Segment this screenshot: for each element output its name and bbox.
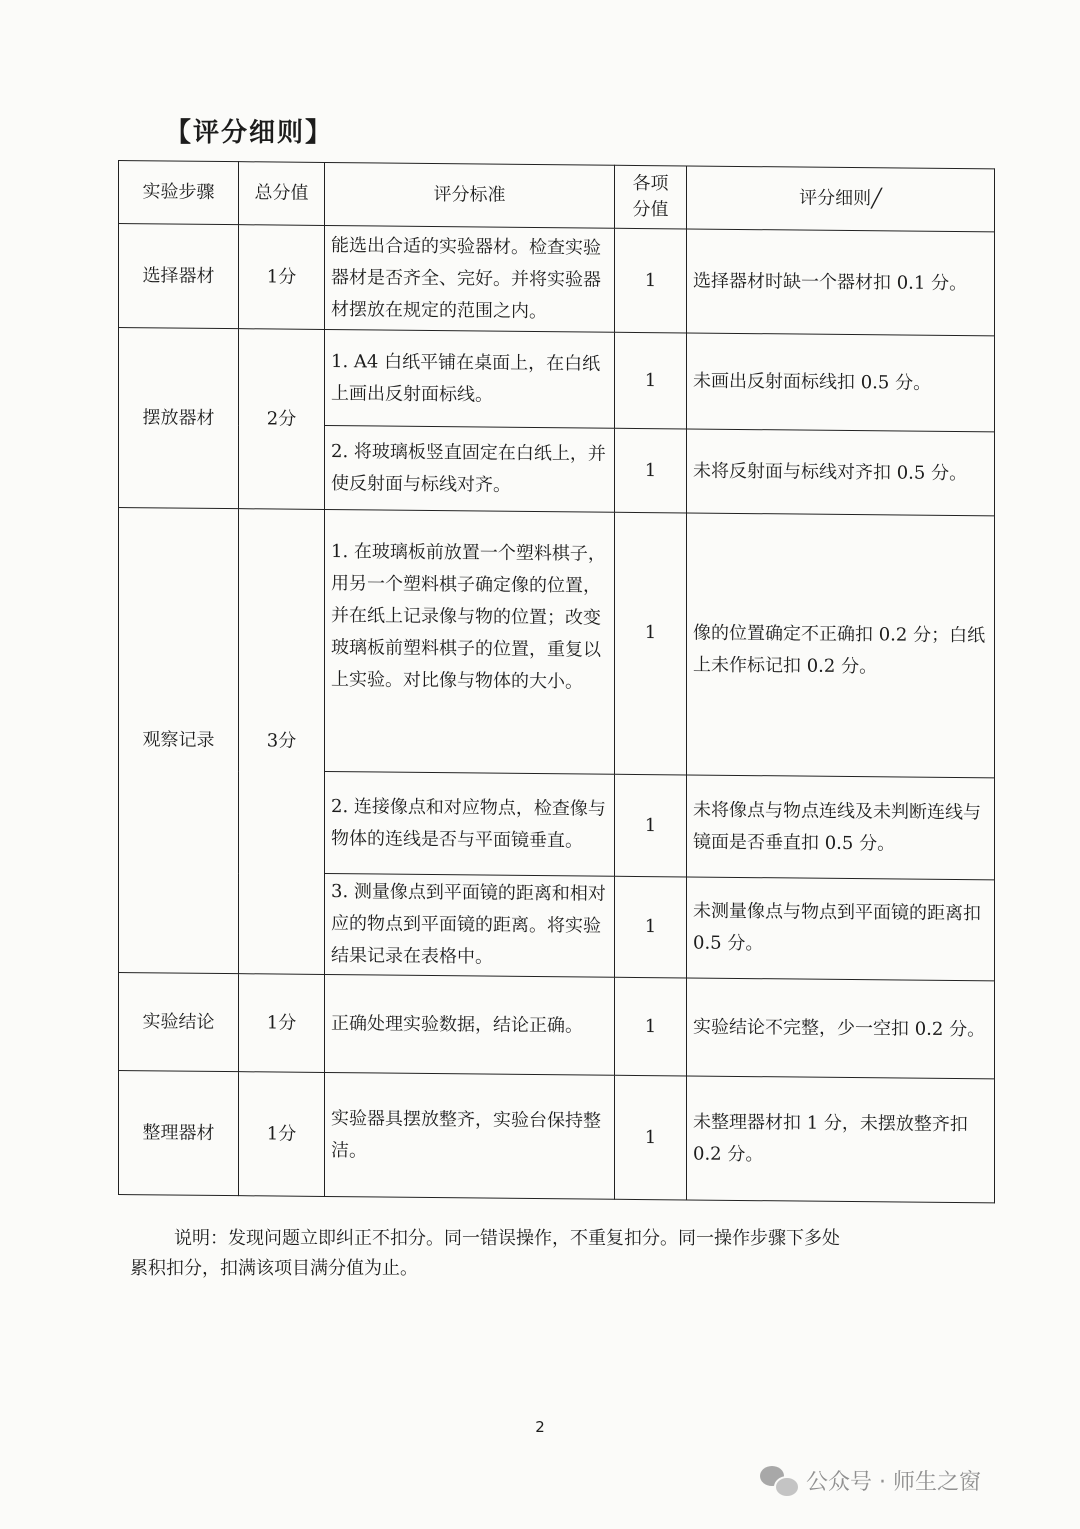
header-step: 实验步骤 bbox=[119, 161, 239, 225]
note bbox=[130, 1224, 930, 1284]
criteria-cell: 正确处理实验数据，结论正确。 bbox=[325, 974, 615, 1075]
criteria-cell: 2. 连接像点和对应物点，检查像与物体的连线是否与平面镜垂直。 bbox=[325, 771, 615, 876]
criteria-cell: 3. 测量像点到平面镜的距离和相对应的物点到平面镜的距离。将实验结果记录在表格中。 bbox=[325, 873, 615, 977]
detail-cell: 实验结论不完整，少一空扣 0.2 分。 bbox=[687, 978, 995, 1079]
table-row bbox=[119, 224, 995, 336]
table-row bbox=[119, 328, 995, 432]
header-criteria: 评分标准 bbox=[325, 162, 615, 228]
detail-cell: 像的位置确定不正确扣 0.2 分；白纸上未作标记扣 0.2 分。 bbox=[687, 513, 995, 778]
detail-cell: 未测量像点与物点到平面镜的距离扣 0.5 分。 bbox=[687, 877, 995, 981]
detail-cell: 未将反射面与标线对齐扣 0.5 分。 bbox=[687, 429, 995, 516]
score-cell: 1 bbox=[615, 332, 687, 429]
step-cell: 实验结论 bbox=[119, 973, 239, 1072]
score-cell: 1 bbox=[615, 1075, 687, 1200]
table-row bbox=[119, 973, 995, 1079]
wechat-icon bbox=[760, 1466, 798, 1496]
detail-cell: 未画出反射面标线扣 0.5 分。 bbox=[687, 333, 995, 432]
total-cell: 1分 bbox=[239, 225, 325, 330]
detail-cell: 未整理器材扣 1 分，未摆放整齐扣 0.2 分。 bbox=[687, 1076, 995, 1203]
criteria-cell: 1. 在玻璃板前放置一个塑料棋子，用另一个塑料棋子确定像的位置，并在纸上记录像与物的位置；改变玻璃板前塑料棋子的位置，重复以上实验。对比像与物体的大小。 bbox=[325, 509, 615, 774]
scoring-table bbox=[118, 160, 995, 1203]
criteria-cell: 1. A4 白纸平铺在桌面上，在白纸上画出反射面标线。 bbox=[325, 329, 615, 428]
score-cell: 1 bbox=[615, 774, 687, 877]
total-cell: 1分 bbox=[239, 974, 325, 1073]
total-cell: 3分 bbox=[239, 509, 325, 975]
watermark bbox=[760, 1465, 981, 1496]
step-cell: 选择器材 bbox=[119, 224, 239, 329]
table-row bbox=[119, 508, 995, 778]
score-cell: 1 bbox=[615, 228, 687, 333]
detail-cell: 未将像点与物点连线及未判断连线与镜面是否垂直扣 0.5 分。 bbox=[687, 775, 995, 880]
step-cell: 整理器材 bbox=[119, 1071, 239, 1196]
criteria-cell: 2. 将玻璃板竖直固定在白纸上，并使反射面与标线对齐。 bbox=[325, 425, 615, 512]
score-cell: 1 bbox=[615, 977, 687, 1076]
section-title: 【评分细则】 bbox=[165, 118, 334, 148]
score-cell: 1 bbox=[615, 512, 687, 775]
total-cell: 2分 bbox=[239, 329, 325, 510]
header-detail: 评分细则╱ bbox=[687, 166, 995, 232]
watermark-text: 公众号 · 师生之窗 bbox=[806, 1470, 981, 1495]
criteria-cell: 能选出合适的实验器材。检查实验器材是否齐全、完好。并将实验器材摆放在规定的范围之内。 bbox=[325, 225, 615, 332]
score-cell: 1 bbox=[615, 428, 687, 513]
detail-cell: 选择器材时缺一个器材扣 0.1 分。 bbox=[687, 229, 995, 336]
table-row bbox=[119, 1071, 995, 1203]
note-line-1: 说明：发现问题立即纠正不扣分。同一错误操作，不重复扣分。同一操作步骤下多处 bbox=[174, 1228, 840, 1249]
step-cell: 摆放器材 bbox=[119, 328, 239, 509]
header-item-score: 各项分值 bbox=[615, 165, 687, 229]
table-header-row bbox=[119, 161, 995, 232]
page-number: 2 bbox=[535, 1418, 545, 1436]
step-cell: 观察记录 bbox=[119, 508, 239, 974]
criteria-cell: 实验器具摆放整齐，实验台保持整洁。 bbox=[325, 1072, 615, 1199]
note-line-2: 累积扣分，扣满该项目满分值为止。 bbox=[130, 1258, 418, 1279]
total-cell: 1分 bbox=[239, 1072, 325, 1197]
header-total: 总分值 bbox=[239, 162, 325, 226]
score-cell: 1 bbox=[615, 876, 687, 978]
